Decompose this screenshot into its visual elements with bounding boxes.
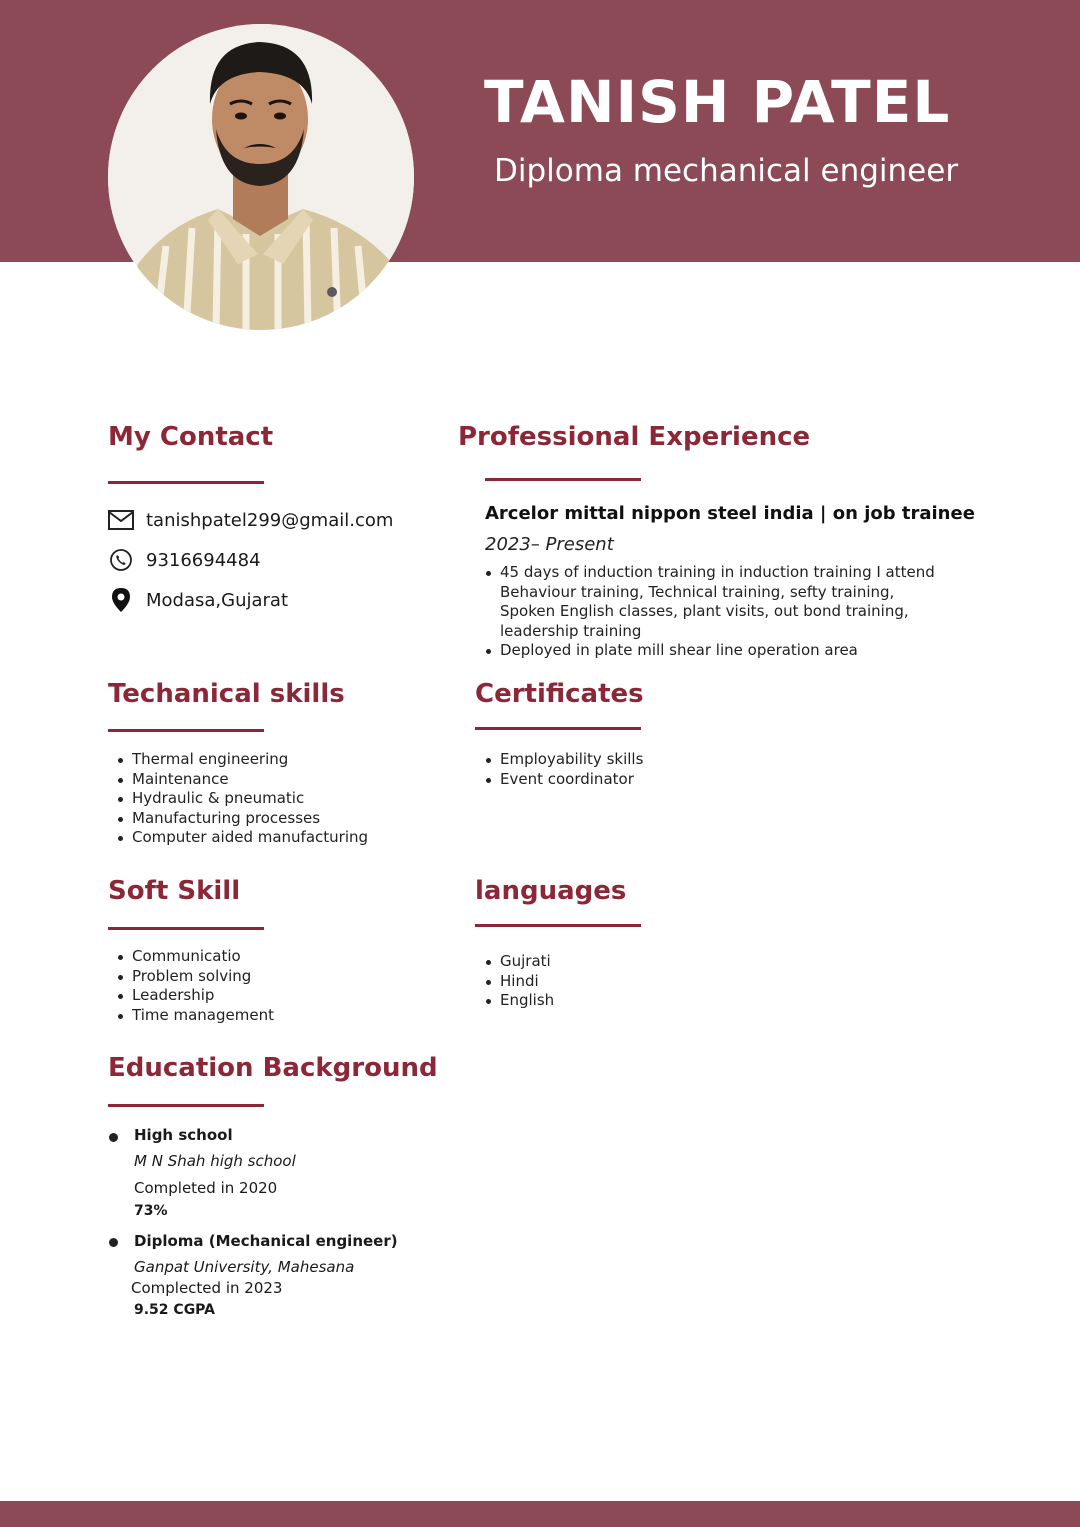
contact-email-row[interactable] (108, 507, 393, 533)
list-item: Hindi (486, 972, 786, 992)
profile-photo (108, 24, 414, 330)
certificates-heading: Certificates (475, 679, 644, 709)
list-item: Manufacturing processes (118, 809, 438, 829)
job-dates: 2023– Present (485, 534, 614, 555)
phone-icon (108, 547, 134, 573)
experience-bullets (486, 563, 936, 661)
list-item: Problem solving (118, 967, 418, 987)
job-title: Arcelor mittal nippon steel india | on job trainee (485, 503, 975, 524)
education-score: 73% (134, 1203, 168, 1219)
certificates-rule (475, 727, 641, 730)
education-score: 9.52 CGPA (134, 1302, 215, 1318)
technical-skills-heading: Techanical skills (108, 679, 345, 709)
education-completed: Complected in 2023 (131, 1279, 283, 1297)
education-heading: Education Background (108, 1053, 438, 1083)
education-degree: Diploma (Mechanical engineer) (134, 1232, 398, 1250)
list-item: Communicatio (118, 947, 418, 967)
education-completed: Completed in 2020 (134, 1179, 278, 1197)
education-bullet (109, 1238, 118, 1247)
list-item: Event coordinator (486, 770, 786, 790)
technical-skills-rule (108, 729, 264, 732)
contact-phone[interactable]: 9316694484 (146, 549, 261, 571)
education-bullet (109, 1133, 118, 1142)
languages-heading: languages (475, 876, 627, 906)
list-item: Time management (118, 1006, 418, 1026)
candidate-name: TANISH PATEL (484, 68, 951, 136)
list-item: Maintenance (118, 770, 438, 790)
footer-band (0, 1501, 1080, 1527)
experience-heading: Professional Experience (458, 422, 811, 452)
certificates-list (486, 750, 786, 789)
list-item: Hydraulic & pneumatic (118, 789, 438, 809)
languages-rule (475, 924, 641, 927)
education-institution: Ganpat University, Mahesana (134, 1258, 355, 1276)
contact-rule (108, 481, 264, 484)
list-item: English (486, 991, 786, 1011)
contact-heading: My Contact (108, 422, 274, 452)
list-item: 45 days of induction training in induction training I attend Behaviour training, Technical training, sefty training, Spoken English classes, plant visits, out bond training, leadership training (486, 563, 936, 641)
location-pin-icon (108, 587, 134, 613)
list-item: Computer aided manufacturing (118, 828, 438, 848)
contact-location-row (108, 587, 288, 613)
contact-phone-row[interactable] (108, 547, 261, 573)
contact-location: Modasa,Gujarat (146, 589, 289, 611)
technical-skills-list (118, 750, 438, 848)
soft-skills-heading: Soft Skill (108, 876, 241, 906)
list-item: Leadership (118, 986, 418, 1006)
experience-rule (485, 478, 641, 481)
soft-skills-list (118, 947, 418, 1025)
list-item: Employability skills (486, 750, 786, 770)
education-institution: M N Shah high school (134, 1152, 296, 1170)
candidate-title: Diploma mechanical engineer (494, 153, 959, 189)
list-item: Deployed in plate mill shear line operation area (486, 641, 936, 661)
education-rule (108, 1104, 264, 1107)
contact-email[interactable]: tanishpatel299@gmail.com (146, 509, 394, 531)
soft-skills-rule (108, 927, 264, 930)
list-item: Gujrati (486, 952, 786, 972)
education-degree: High school (134, 1126, 233, 1144)
languages-list (486, 952, 786, 1011)
mail-icon (108, 507, 134, 533)
list-item: Thermal engineering (118, 750, 438, 770)
